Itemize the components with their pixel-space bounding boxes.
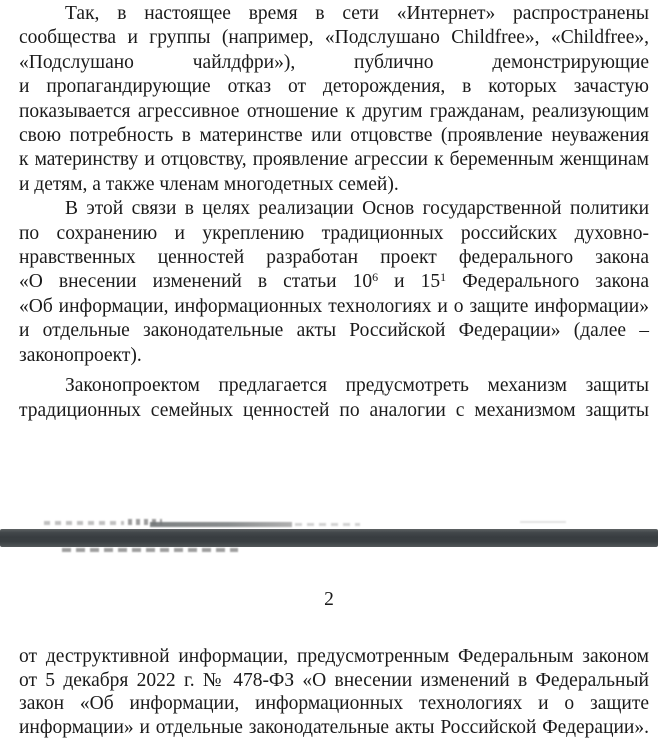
superscript: 1 <box>440 270 447 285</box>
text-line: нравственных ценностей разработан проект федерального закона <box>19 247 649 269</box>
scan-artifact-smudge <box>62 548 238 553</box>
text-segment: «О внесении изменений в статьи 10 <box>19 271 373 293</box>
text-line: и пропагандирующие отказ от деторождения, в которых зачастую <box>19 76 649 98</box>
text-line: от деструктивной информации, предусмотренным Федеральным законом <box>19 646 649 667</box>
text-line: и отдельные законодательные акты Российской Федерации» (далее – <box>19 320 649 342</box>
page-number: 2 <box>324 589 334 610</box>
text-line: Так, в настоящее время в сети «Интернет» распространены <box>65 3 649 24</box>
text-line: по сохранению и укреплению традиционных российских духовно- <box>19 222 649 244</box>
paragraph-3 <box>19 374 649 423</box>
text-line: В этой связи в целях реализации Основ государственной политики <box>65 198 649 220</box>
scan-artifact-smudge <box>295 523 360 526</box>
paragraph-2 <box>19 197 649 368</box>
superscript: 6 <box>372 270 379 285</box>
text-line: «Об информации, информационных технологиях и о защите информации» <box>19 295 649 317</box>
text-line: свою потребность в материнстве или отцовстве (проявление неуважения <box>19 125 649 147</box>
scan-artifact-smudge <box>150 522 292 527</box>
text-line: к материнству и отцовству, проявление агрессии к беременным женщинам <box>19 149 649 171</box>
text-line-with-superscripts <box>19 270 649 294</box>
text-line: закон «Об информации, информационных технологиях и о защите <box>19 693 649 714</box>
text-line: сообщества и группы (например, «Подслушано Childfree», «Childfree», <box>19 27 649 49</box>
text-line: информации» и отдельные законодательные акты Российской Федерации». <box>19 716 649 738</box>
document-page-1 <box>19 2 649 423</box>
text-line: Законопроектом предлагается предусмотреть механизм защиты <box>65 375 649 397</box>
text-segment: и 15 <box>378 271 441 293</box>
text-line: показывается агрессивное отношение к другим гражданам, реализующим <box>19 100 649 122</box>
scan-artifact-smudge <box>520 521 566 523</box>
scan-artifact-smudge <box>44 521 124 525</box>
text-line: законопроект). <box>19 344 142 366</box>
paragraph-1 <box>19 2 649 197</box>
paragraph-4 <box>19 645 649 739</box>
text-segment: Федерального закона <box>446 271 649 293</box>
page-separator-band <box>0 529 658 547</box>
text-line: и детям, а также членам многодетных семей). <box>19 173 399 195</box>
text-line: традиционных семейных ценностей по аналогии с механизмом защиты <box>19 399 649 421</box>
text-line: от 5 декабря 2022 г. № 478-ФЗ «О внесении изменений в Федеральный <box>19 669 649 691</box>
text-line: «Подслушано чайлдфри»), публично демонстрирующие <box>19 51 649 73</box>
document-page-2 <box>19 645 649 739</box>
